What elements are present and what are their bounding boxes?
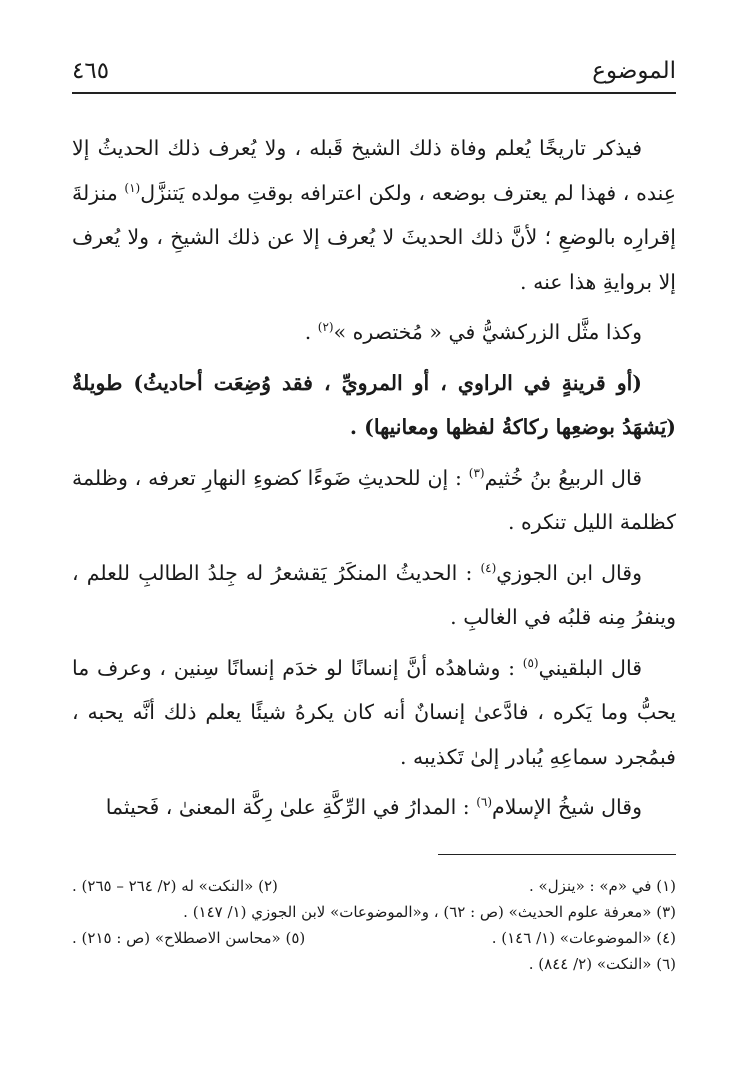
footnote-6: (٦) «النكت» (٢/ ٨٤٤) . [528, 954, 676, 973]
paragraph: وقال شيخُ الإسلام$^{(٦)}$ : المدارُ في الرِّكَّةِ علىٰ رِكَّة المعنىٰ ، فَحيثما [105, 795, 642, 819]
matn-paragraph: (أو قرينةٍ في الراوي ، أو المرويِّ ، فقد وُضِعَت أحاديثُ) طويلةٌ (يَشهَدُ بوضعِها ركاكةُ لفظها ومعانيها) . [72, 370, 676, 439]
paragraph: قال الربيعُ بنُ خُثيم$^{(٣)}$ : إن للحديثِ ضَوءًا كضوءِ النهارِ تعرفه ، وظلمة كظلمة الليل تنكره . [72, 465, 676, 534]
footnote-ref: (٥) [522, 655, 539, 670]
footnote-2: (٢) «النكت» له (٢/ ٢٦٤ – ٢٦٥) . [72, 876, 278, 895]
page-number: ٤٦٥ [72, 58, 110, 84]
footnote-ref: (٢) [317, 320, 334, 335]
footnote-5: (٥) «محاسن الاصطلاح» (ص : ٢١٥) . [72, 928, 306, 947]
paragraph: وكذا مثَّل الزركشيُّ في « مُختصره »$^{(٢)}$ . [304, 320, 642, 344]
footnotes [72, 873, 676, 977]
paragraph: فيذكر تاريخًا يُعلم وفاة ذلك الشيخ قَبله ، ولا يُعرف ذلك الحديثُ إلا عِنده ، فهذا لم يعترف بوضعه ، ولكن اعترافه بوقتِ مولده يَتنزَّل$^{(١)}$ منزلةَ إقرارِه بالوضعِ ؛ لأنَّ ذلك الحديثَ لا يُعرف إلا عن ذلك الشيخِ ، ولا يُعرف إلا بروايةِ هذا عنه . [72, 136, 676, 294]
footnote-ref: (٦) [476, 795, 493, 810]
header-rule [72, 92, 676, 94]
footnote-ref: (٤) [480, 560, 497, 575]
footnote-row [72, 951, 676, 977]
page [72, 56, 676, 977]
footnote-row [72, 899, 676, 925]
paragraph: وقال ابن الجوزي$^{(٤)}$ : الحديثُ المنكَرُ يَقشعرُ له جِلدُ الطالبِ للعلم ، وينفرُ مِنه قلبُه في الغالبِ . [72, 560, 676, 629]
footnote-1: (١) في «م» : «ينزل» . [529, 876, 676, 895]
footnote-row [72, 873, 676, 899]
header-title: الموضوع [592, 58, 676, 84]
footnote-3: (٣) «معرفة علوم الحديث» (ص : ٦٢) ، و«الموضوعات» لابن الجوزي (١/ ١٤٧) . [183, 902, 676, 921]
footnote-ref: (٣) [468, 465, 485, 480]
main-text [72, 126, 676, 830]
paragraph: قال البلقيني$^{(٥)}$ : وشاهدُه أنَّ إنسانًا لو خدَم إنسانًا سِنين ، وعرف ما يحبُّ وما يَكره ، فادَّعىٰ إنسانٌ أنه كان يكرهُ شيئًا يعلم ذلك أنَّه يحبه ، فبمُجرد سماعِهِ يُبادر إلىٰ تَكذيبه . [72, 655, 676, 769]
running-header [72, 56, 676, 96]
footnote-ref: (١) [124, 180, 141, 195]
footnote-4: (٤) «الموضوعات» (١/ ١٤٦) . [491, 928, 676, 947]
footnote-row [72, 925, 676, 951]
footnote-rule [438, 854, 676, 855]
